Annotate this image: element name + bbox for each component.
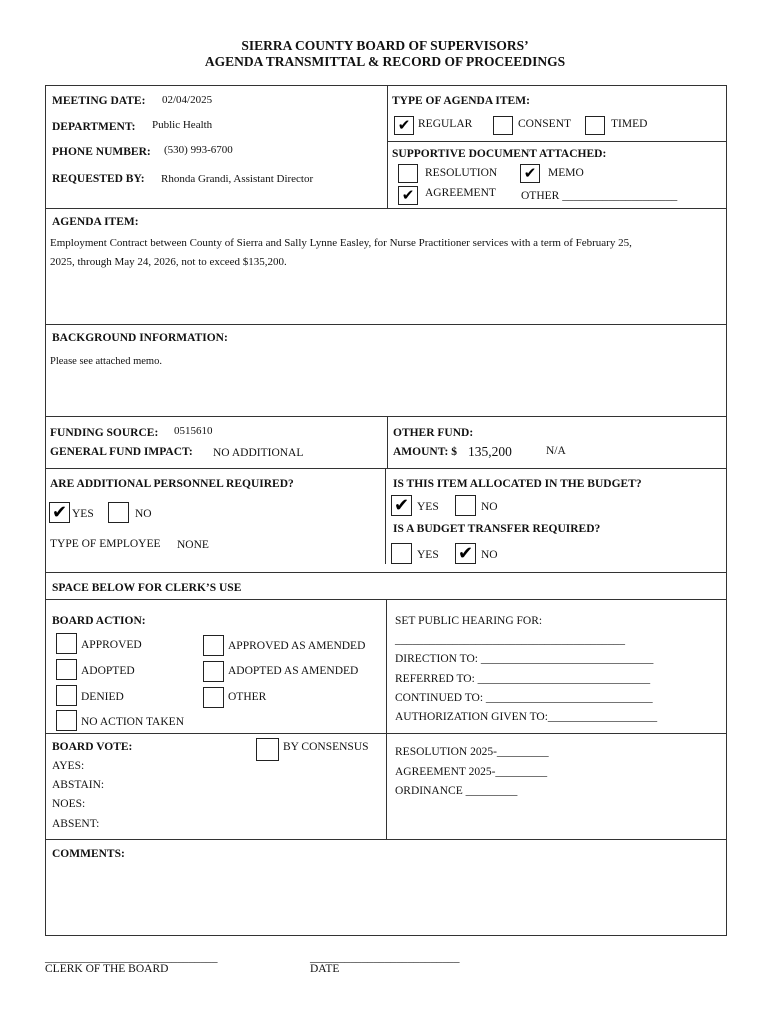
- transfer-yes-checkbox[interactable]: [391, 543, 412, 564]
- requested-by-label: REQUESTED BY:: [52, 173, 145, 185]
- clerk-section-heading: SPACE BELOW FOR CLERK’S USE: [52, 582, 242, 594]
- funding-source-label: FUNDING SOURCE:: [50, 427, 159, 439]
- transfer-no-label: NO: [481, 549, 498, 561]
- consent-label: CONSENT: [518, 118, 572, 130]
- public-hearing-blank: ________________________________________: [395, 634, 625, 646]
- agenda-type-label: TYPE OF AGENDA ITEM:: [392, 95, 530, 107]
- transfer-yes-label: YES: [417, 549, 439, 561]
- agreement-number: AGREEMENT 2025-_________: [395, 766, 548, 778]
- date-signature-line: __________________________: [310, 952, 460, 964]
- agreement-doc-checkbox[interactable]: [398, 186, 418, 205]
- clerk-signature-label: CLERK OF THE BOARD: [45, 963, 169, 975]
- personnel-yes-checkbox[interactable]: [49, 502, 70, 523]
- noes-label: NOES:: [52, 798, 86, 810]
- amount-value: 135,200: [468, 444, 512, 459]
- personnel-question: ARE ADDITIONAL PERSONNEL REQUIRED?: [50, 478, 294, 490]
- budget-allocated-question: IS THIS ITEM ALLOCATED IN THE BUDGET?: [393, 478, 642, 490]
- divider: [45, 416, 727, 417]
- department-value: Public Health: [152, 119, 213, 131]
- clerk-signature-line: ______________________________: [45, 952, 218, 964]
- check-mark-icon: ✔: [397, 116, 411, 134]
- other-fund-value: N/A: [546, 445, 566, 457]
- denied-label: DENIED: [81, 691, 124, 703]
- board-action-label: BOARD ACTION:: [52, 615, 146, 627]
- agreement-doc-label: AGREEMENT: [425, 187, 496, 199]
- allocated-no-checkbox[interactable]: [455, 495, 476, 516]
- referred-to: REFERRED TO: ______________________________: [395, 673, 651, 685]
- approved-amended-label: APPROVED AS AMENDED: [228, 640, 366, 652]
- date-signature-label: DATE: [310, 963, 340, 975]
- divider: [45, 839, 727, 840]
- consent-checkbox[interactable]: [493, 116, 513, 135]
- funding-source-value: 0515610: [174, 425, 213, 437]
- authorization-given-to: AUTHORIZATION GIVEN TO:___________________: [395, 711, 658, 723]
- divider: [385, 468, 386, 564]
- allocated-no-label: NO: [481, 501, 498, 513]
- personnel-no-label: NO: [135, 508, 152, 520]
- resolution-doc-checkbox[interactable]: [398, 164, 418, 183]
- divider: [45, 208, 727, 209]
- resolution-doc-label: RESOLUTION: [425, 167, 498, 179]
- adopted-amended-label: ADOPTED AS AMENDED: [228, 665, 359, 677]
- supporting-docs-label: SUPPORTIVE DOCUMENT ATTACHED:: [392, 148, 607, 160]
- meeting-date-label: MEETING DATE:: [52, 95, 146, 107]
- budget-transfer-question: IS A BUDGET TRANSFER REQUIRED?: [393, 523, 601, 535]
- public-hearing-label: SET PUBLIC HEARING FOR:: [395, 615, 543, 627]
- ordinance-number: ORDINANCE _________: [395, 785, 518, 797]
- phone-label: PHONE NUMBER:: [52, 146, 151, 158]
- continued-to: CONTINUED TO: _____________________________: [395, 692, 653, 704]
- agenda-item-label: AGENDA ITEM:: [52, 216, 139, 228]
- comments-label: COMMENTS:: [52, 848, 125, 860]
- adopted-checkbox[interactable]: [56, 659, 77, 680]
- approved-checkbox[interactable]: [56, 633, 77, 654]
- check-mark-icon: ✔: [393, 494, 410, 516]
- check-mark-icon: ✔: [523, 164, 537, 182]
- agenda-item-text-line2: 2025, through May 24, 2026, not to exceed $135,200.: [50, 256, 287, 268]
- abstain-label: ABSTAIN:: [52, 779, 105, 791]
- divider: [386, 599, 387, 839]
- form-title-line2: AGENDA TRANSMITTAL & RECORD OF PROCEEDINGS: [204, 54, 566, 69]
- adopted-label: ADOPTED: [81, 665, 135, 677]
- other-action-label: OTHER: [228, 691, 267, 703]
- meeting-date-value: 02/04/2025: [162, 94, 213, 106]
- memo-label: MEMO: [548, 167, 584, 179]
- other-doc-label: OTHER ____________________: [521, 190, 678, 202]
- other-action-checkbox[interactable]: [203, 687, 224, 708]
- amount-label: AMOUNT: $: [393, 446, 457, 458]
- regular-checkbox[interactable]: [394, 116, 414, 135]
- agenda-item-text-line1: Employment Contract between County of Sierra and Sally Lynne Easley, for Nurse Practitioner services with a term of February 25,: [50, 237, 632, 249]
- consensus-label: BY CONSENSUS: [283, 741, 369, 753]
- general-fund-impact-label: GENERAL FUND IMPACT:: [50, 446, 193, 458]
- allocated-yes-label: YES: [417, 501, 439, 513]
- board-vote-label: BOARD VOTE:: [52, 741, 133, 753]
- employee-type-value: NONE: [177, 539, 209, 551]
- divider: [387, 141, 727, 142]
- form-title-line1: SIERRA COUNTY BOARD OF SUPERVISORS’: [241, 38, 529, 53]
- absent-label: ABSENT:: [52, 818, 100, 830]
- personnel-yes-label: YES: [72, 508, 94, 520]
- consensus-checkbox[interactable]: [256, 738, 279, 761]
- approved-label: APPROVED: [81, 639, 142, 651]
- timed-checkbox[interactable]: [585, 116, 605, 135]
- general-fund-impact-value: NO ADDITIONAL: [213, 447, 304, 459]
- transfer-no-checkbox[interactable]: [455, 543, 476, 564]
- background-text: Please see attached memo.: [50, 356, 162, 367]
- other-fund-label: OTHER FUND:: [393, 427, 474, 439]
- check-mark-icon: ✔: [457, 542, 474, 564]
- department-label: DEPARTMENT:: [52, 121, 136, 133]
- regular-label: REGULAR: [418, 118, 473, 130]
- no-action-label: NO ACTION TAKEN: [81, 716, 185, 728]
- employee-type-label: TYPE OF EMPLOYEE: [50, 538, 161, 550]
- divider: [387, 85, 388, 208]
- divider: [45, 572, 727, 573]
- personnel-no-checkbox[interactable]: [108, 502, 129, 523]
- divider: [387, 416, 388, 468]
- divider: [45, 468, 727, 469]
- allocated-yes-checkbox[interactable]: [391, 495, 412, 516]
- phone-value: (530) 993-6700: [164, 144, 233, 156]
- memo-checkbox[interactable]: [520, 164, 540, 183]
- ayes-label: AYES:: [52, 760, 85, 772]
- no-action-checkbox[interactable]: [56, 710, 77, 731]
- divider: [45, 324, 727, 325]
- background-label: BACKGROUND INFORMATION:: [52, 332, 228, 344]
- direction-to: DIRECTION TO: ______________________________: [395, 653, 654, 665]
- resolution-number: RESOLUTION 2025-_________: [395, 746, 549, 758]
- adopted-amended-checkbox[interactable]: [203, 661, 224, 682]
- requested-by-value: Rhonda Grandi, Assistant Director: [161, 173, 314, 185]
- denied-checkbox[interactable]: [56, 685, 77, 706]
- check-mark-icon: ✔: [51, 501, 68, 523]
- check-mark-icon: ✔: [401, 186, 415, 204]
- timed-label: TIMED: [611, 118, 648, 130]
- approved-amended-checkbox[interactable]: [203, 635, 224, 656]
